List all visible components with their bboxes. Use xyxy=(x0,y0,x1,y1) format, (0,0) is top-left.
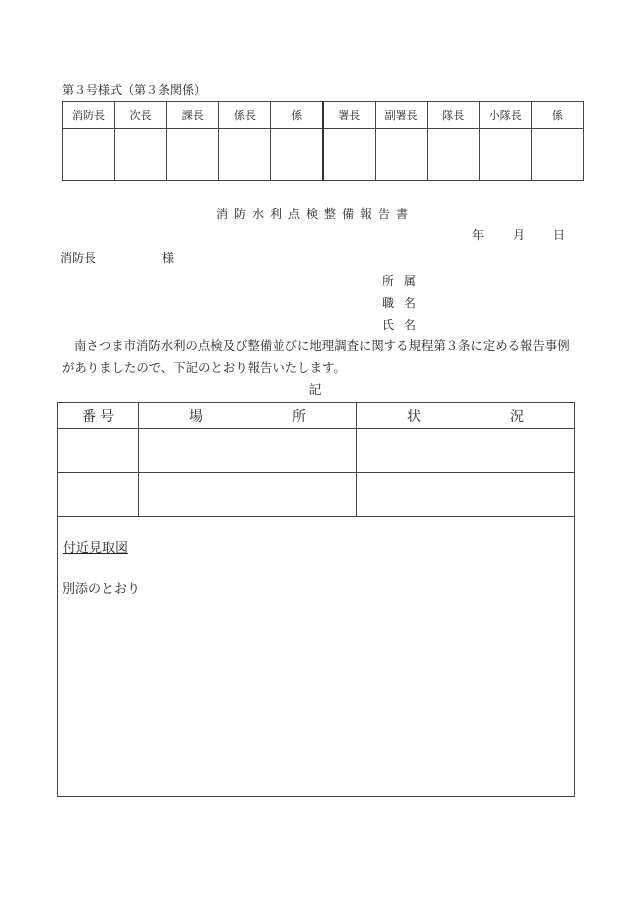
map-row xyxy=(58,517,575,797)
stamp-box[interactable] xyxy=(115,129,167,181)
body-text-line-2: がありましたので、下記のとおり報告いたします。 xyxy=(62,360,346,375)
reporter-affiliation-label: 所 属 xyxy=(382,274,419,288)
number-cell[interactable] xyxy=(58,429,139,473)
stamp-box[interactable] xyxy=(427,129,479,181)
approval-header-deputy: 次長 xyxy=(115,102,167,129)
stamp-box[interactable] xyxy=(271,129,323,181)
addressee-name: 消防長 xyxy=(60,251,97,265)
approval-header-deputy-station-chief: 副署長 xyxy=(375,102,427,129)
ki-heading: 記 xyxy=(308,383,322,398)
status-cell[interactable] xyxy=(357,473,575,517)
stamp-box[interactable] xyxy=(63,129,115,181)
place-cell[interactable] xyxy=(139,473,357,517)
date-day: 日 xyxy=(553,228,566,242)
stamp-box[interactable] xyxy=(479,129,531,181)
date-month: 月 xyxy=(513,228,526,242)
stamp-box[interactable] xyxy=(531,129,583,181)
approval-stamp-row xyxy=(63,129,584,181)
approval-header-station-chief: 署長 xyxy=(323,102,375,129)
addressee-honorific: 様 xyxy=(162,251,175,265)
number-cell[interactable] xyxy=(58,473,139,517)
form-number: 第３号様式（第３条関係） xyxy=(62,83,207,97)
table-row xyxy=(58,429,575,473)
table-row xyxy=(58,473,575,517)
report-header-row xyxy=(58,403,575,429)
stamp-box[interactable] xyxy=(323,129,375,181)
approval-header-staff: 係 xyxy=(271,102,323,129)
place-cell[interactable] xyxy=(139,429,357,473)
stamp-box[interactable] xyxy=(167,129,219,181)
approval-header-captain: 隊長 xyxy=(427,102,479,129)
report-table xyxy=(57,402,575,797)
approval-header-row xyxy=(63,102,584,129)
status-cell[interactable] xyxy=(357,429,575,473)
stamp-box[interactable] xyxy=(219,129,271,181)
document-title: 消防水利点検整備報告書 xyxy=(215,207,414,221)
approval-header-fire-chief: 消防長 xyxy=(63,102,115,129)
reporter-name-label: 氏 名 xyxy=(382,318,419,332)
approval-stamp-table xyxy=(62,101,584,181)
approval-header-section-chief: 課長 xyxy=(167,102,219,129)
stamp-box[interactable] xyxy=(375,129,427,181)
map-title: 付近見取図 xyxy=(63,541,129,556)
approval-header-subsection-chief: 係長 xyxy=(219,102,271,129)
body-text-line-1: 南さつま市消防水利の点検及び整備並びに地理調査に関する規程第３条に定める報告事例 xyxy=(74,338,570,353)
date-year: 年 xyxy=(472,228,485,242)
header-status: 状 況 xyxy=(357,403,575,429)
reporter-position-label: 職 名 xyxy=(382,296,419,310)
approval-header-platoon-leader: 小隊長 xyxy=(479,102,531,129)
map-area[interactable] xyxy=(58,517,575,797)
map-note: 別添のとおり xyxy=(62,582,141,597)
header-place: 場 所 xyxy=(139,403,357,429)
header-number: 番 号 xyxy=(58,403,139,429)
approval-header-staff-2: 係 xyxy=(531,102,583,129)
